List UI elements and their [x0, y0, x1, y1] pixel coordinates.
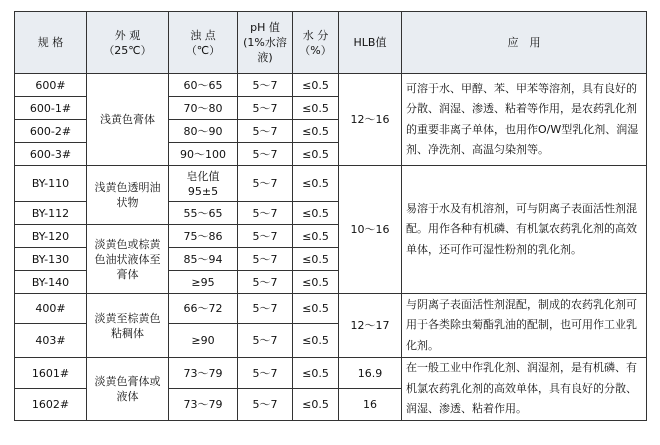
header-cloud-point — [169, 12, 238, 74]
hlb-cell: 12～17 — [339, 294, 402, 358]
cloud-point-cell: ≥90 — [169, 324, 238, 358]
hlb-cell: 16.9 — [339, 358, 402, 389]
ph-cell: 5～7 — [238, 74, 293, 97]
ph-cell: 5～7 — [238, 294, 293, 324]
moisture-cell: ≤0.5 — [293, 225, 339, 248]
header-row — [15, 12, 647, 74]
application-cell: 可溶于水、甲醇、苯、甲苯等溶剂，具有良好的分散、润湿、渗透、粘着等作用，是农药乳化剂的重要非离子单体，也用作O/W型乳化剂、润湿剂、净洗剂、高温匀染剂等。 — [402, 74, 647, 166]
moisture-cell: ≤0.5 — [293, 324, 339, 358]
spec-cell: BY-112 — [15, 202, 87, 225]
spec-cell: BY-120 — [15, 225, 87, 248]
appearance-cell: 淡黄色或棕黄色油状液体至膏体 — [87, 225, 169, 294]
cloud-point-cell: 73～79 — [169, 389, 238, 420]
moisture-cell: ≤0.5 — [293, 97, 339, 120]
header-application: 应 用 — [402, 12, 647, 74]
moisture-cell: ≤0.5 — [293, 202, 339, 225]
hlb-cell: 10～16 — [339, 166, 402, 294]
appearance-cell: 浅黄色膏体 — [87, 74, 169, 166]
header-appearance-line2: （25℃） — [103, 43, 152, 57]
cloud-point-cell: 80～90 — [169, 120, 238, 143]
cloud-point-cell: 73～79 — [169, 358, 238, 389]
table-row — [15, 294, 647, 324]
header-appearance-line1: 外 观 — [114, 28, 141, 42]
moisture-cell: ≤0.5 — [293, 248, 339, 271]
header-moisture-line2: （%） — [299, 43, 332, 57]
cloud-point-cell: 75～86 — [169, 225, 238, 248]
moisture-cell: ≤0.5 — [293, 143, 339, 166]
moisture-cell: ≤0.5 — [293, 271, 339, 294]
spec-cell: BY-110 — [15, 166, 87, 202]
spec-cell: 600-2# — [15, 120, 87, 143]
application-cell: 在一般工业中作乳化剂、润湿剂，是有机磷、有机氯农药乳化剂的高效单体，具有良好的分散、润湿、渗透、粘着作用。 — [402, 358, 647, 421]
cloud-point-cell: 70～80 — [169, 97, 238, 120]
moisture-cell: ≤0.5 — [293, 358, 339, 389]
cloud-point-cell: 85～94 — [169, 248, 238, 271]
cloud-point-cell: 90～100 — [169, 143, 238, 166]
spec-cell: BY-140 — [15, 271, 87, 294]
header-appearance — [87, 12, 169, 74]
ph-cell: 5～7 — [238, 143, 293, 166]
header-cloud-line2: （℃） — [185, 43, 221, 57]
ph-cell: 5～7 — [238, 248, 293, 271]
header-ph-line2: (1%水溶 — [243, 36, 287, 49]
header-ph — [238, 12, 293, 74]
table-row — [15, 74, 647, 97]
header-hlb: HLB值 — [339, 12, 402, 74]
header-ph-line1: pH 值 — [250, 21, 280, 34]
product-spec-table — [14, 11, 647, 421]
appearance-cell: 浅黄色透明油状物 — [87, 166, 169, 225]
cloud-point-cell: 皂化值 95±5 — [169, 166, 238, 202]
spec-cell: 403# — [15, 324, 87, 358]
header-cloud-line1: 浊 点 — [190, 28, 216, 42]
cloud-point-cell: ≥95 — [169, 271, 238, 294]
spec-cell: 600-1# — [15, 97, 87, 120]
header-moisture-line1: 水 分 — [302, 28, 329, 42]
cloud-point-cell: 66～72 — [169, 294, 238, 324]
ph-cell: 5～7 — [238, 225, 293, 248]
header-spec: 规 格 — [15, 12, 87, 74]
hlb-cell: 16 — [339, 389, 402, 420]
table-row — [15, 166, 647, 202]
ph-cell: 5～7 — [238, 97, 293, 120]
application-cell: 易溶于水及有机溶剂，可与阴离子表面活性剂混配。用作各种有机磷、有机氯农药乳化剂的高效单体，还可作可湿性粉剂的乳化剂。 — [402, 166, 647, 294]
hlb-cell: 12～16 — [339, 74, 402, 166]
ph-cell: 5～7 — [238, 271, 293, 294]
ph-cell: 5～7 — [238, 324, 293, 358]
ph-cell: 5～7 — [238, 120, 293, 143]
cloud-point-cell: 55～65 — [169, 202, 238, 225]
moisture-cell: ≤0.5 — [293, 74, 339, 97]
header-ph-line3: 液) — [257, 51, 273, 64]
ph-cell: 5～7 — [238, 389, 293, 420]
product-spec-table-container — [14, 11, 647, 421]
moisture-cell: ≤0.5 — [293, 166, 339, 202]
spec-cell: 600# — [15, 74, 87, 97]
spec-cell: 1602# — [15, 389, 87, 420]
ph-cell: 5～7 — [238, 202, 293, 225]
spec-cell: 400# — [15, 294, 87, 324]
appearance-cell: 淡黄至棕黄色粘稠体 — [87, 294, 169, 358]
moisture-cell: ≤0.5 — [293, 294, 339, 324]
table-row — [15, 358, 647, 389]
ph-cell: 5～7 — [238, 358, 293, 389]
moisture-cell: ≤0.5 — [293, 389, 339, 420]
ph-cell: 5～7 — [238, 166, 293, 202]
cloud-point-cell: 60～65 — [169, 74, 238, 97]
appearance-cell: 淡黄色膏体或液体 — [87, 358, 169, 421]
application-cell: 与阴离子表面活性剂混配，制成的农药乳化剂可用于各类除虫菊酯乳油的配制，也可用作工业乳化剂。 — [402, 294, 647, 358]
spec-cell: 600-3# — [15, 143, 87, 166]
spec-cell: 1601# — [15, 358, 87, 389]
spec-cell: BY-130 — [15, 248, 87, 271]
moisture-cell: ≤0.5 — [293, 120, 339, 143]
header-moisture — [293, 12, 339, 74]
